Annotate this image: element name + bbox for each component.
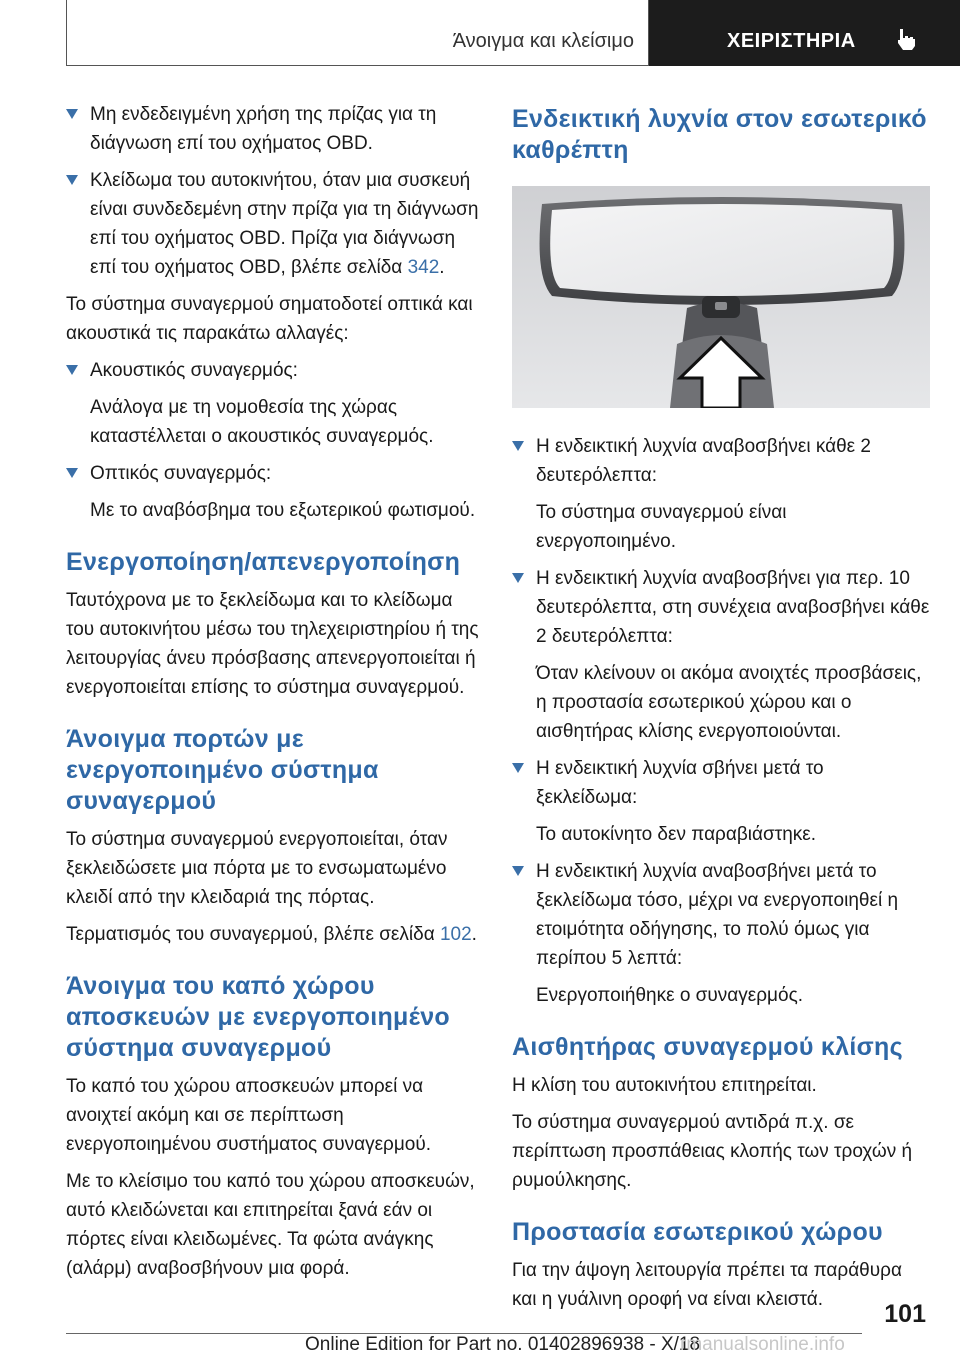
list-item: Η ενδεικτική λυχνία αναβοσβήνει μετά το ξεκλείδωμα τόσο, μέχρι να ενεργοποιηθεί η ετοιμότητα οδήγησης, το πολύ όμως για περίπου 5 λεπτά: [512,857,930,973]
heading-tilt-sensor: Αισθητήρας συναγερμού κλίσης [512,1033,903,1061]
list-item: Ακουστικός συναγερμός: [66,356,482,385]
heading-doors: Άνοιγμα πορτών με ενεργοποιημένο σύστημα συναγερμού [66,725,379,815]
heading-trunk: Άνοιγμα του καπό χώρου αποσκευών με ενεργοποιημένο σύστημα συναγερμού [66,972,450,1062]
list-item-detail: Το αυτοκίνητο δεν παραβιάστηκε. [536,824,817,845]
rearview-mirror-image [512,186,930,408]
triangle-bullet-icon [66,468,78,478]
paragraph: Το σύστημα συναγερμού αντιδρά π.χ. σε περίπτωση προσπάθειας κλοπής των τροχών ή ρυμούλκησης. [512,1112,913,1191]
paragraph: Με το κλείσιμο του καπό του χώρου αποσκευών, αυτό κλειδώνεται και επιτηρείται ξανά εάν οι πόρτες είναι κλειδωμένες. Τα φώτα ανάγκης (αλάρμ) αναβοσβήνουν μια φορά. [66,1171,475,1279]
paragraph: Για την άψογη λειτουργία πρέπει τα παράθυρα και η γυάλινη οροφή να είναι κλειστά. [512,1260,902,1310]
paragraph: Τερματισμός του συναγερμού, βλέπε σελίδα 102. [66,924,477,945]
triangle-bullet-icon [512,573,524,583]
page-link-342[interactable]: 342 [407,257,440,278]
list-item: Η ενδεικτική λυχνία σβήνει μετά το ξεκλείδωμα: [512,754,930,812]
paragraph: Ταυτόχρονα με το ξεκλείδωμα και το κλείδωμα του αυτοκινήτου μέσω του τηλεχειριστηρίου ή της λειτουργίας άνευ πρόσβασης απενεργοποιείται ή ενεργοποιείται επίσης το σύστημα συναγερμού. [66,590,479,698]
list-item-detail: Με το αναβόσβημα του εξωτερικού φωτισμού. [90,500,476,521]
triangle-bullet-icon [512,763,524,773]
heading-activation: Ενεργοποίηση/απενεργοποίηση [66,548,461,576]
page-link-102[interactable]: 102 [439,924,472,945]
triangle-bullet-icon [66,365,78,375]
paragraph: Το σύστημα συναγερμού σηματοδοτεί οπτικά και ακουστικά τις παρακάτω αλλαγές: [66,294,473,344]
footer-edition: Online Edition for Part no. 01402896938 - X/18 [305,1334,701,1355]
header-rule-left [66,0,67,66]
list-item-detail: Το σύστημα συναγερμού είναι ενεργοποιημένο. [536,502,787,552]
page-number: 101 [884,1300,926,1328]
section-tab-label: ΧΕΙΡΙΣΤΗΡΙΑ [727,30,856,52]
list-item-detail: Όταν κλείνουν οι ακόμα ανοιχτές προσβάσεις, η προστασία εσωτερικού χώρου και ο αισθητήρας κλίσης ενεργοποιούνται. [536,663,922,742]
list-item: Η ενδεικτική λυχνία αναβοσβήνει κάθε 2 δευτερόλεπτα: [512,432,930,490]
section-tab[interactable] [649,0,960,66]
heading-interior-protection: Προστασία εσωτερικού χώρου [512,1218,883,1246]
heading-indicator-lamp: Ενδεικτική λυχνία στον εσωτερικό καθρέπτη [512,105,927,164]
right-column [512,104,930,1322]
triangle-bullet-icon [66,109,78,119]
list-item: Η ενδεικτική λυχνία αναβοσβήνει για περ. 10 δευτερόλεπτα, στη συνέχεια αναβοσβήνει κάθε 2 δευτερόλεπτα: [512,564,930,651]
triangle-bullet-icon [512,866,524,876]
triangle-bullet-icon [512,441,524,451]
triangle-bullet-icon [66,175,78,185]
paragraph: Η κλίση του αυτοκινήτου επιτηρείται. [512,1075,817,1096]
list-item-detail: Ανάλογα με τη νομοθεσία της χώρας καταστέλλεται ο ακουστικός συναγερμός. [90,397,434,447]
rearview-mirror-illustration [512,186,930,408]
paragraph: Το σύστημα συναγερμού ενεργοποιείται, όταν ξεκλειδώσετε μια πόρτα με το ενσωματωμένο κλειδί από την κλειδαριά της πόρτας. [66,829,448,908]
list-item: Οπτικός συναγερμός: [66,459,482,488]
header-rule-bottom [66,65,648,66]
hand-pointer-icon [893,26,919,52]
list-item: Μη ενδεδειγμένη χρήση της πρίζας για τη διάγνωση επί του οχήματος OBD. [66,100,482,158]
footer-watermark: rmanualsonline.info [680,1334,845,1355]
list-item-detail: Ενεργοποιήθηκε ο συναγερμός. [536,985,804,1006]
chapter-title: Άνοιγμα και κλείσιμο [452,30,634,52]
paragraph: Το καπό του χώρου αποσκευών μπορεί να ανοιχτεί ακόμη και σε περίπτωση ενεργοποιημένου συστήματος συναγερμού. [66,1076,432,1155]
list-item: Κλείδωμα του αυτοκινήτου, όταν μια συσκευή είναι συνδεδεμένη στην πρίζα για τη διάγνωση επί του οχήματος OBD. Πρίζα για διάγνωση επί του οχήματος OBD, βλέπε σελίδα 342. [66,166,482,282]
left-column [66,100,482,1291]
